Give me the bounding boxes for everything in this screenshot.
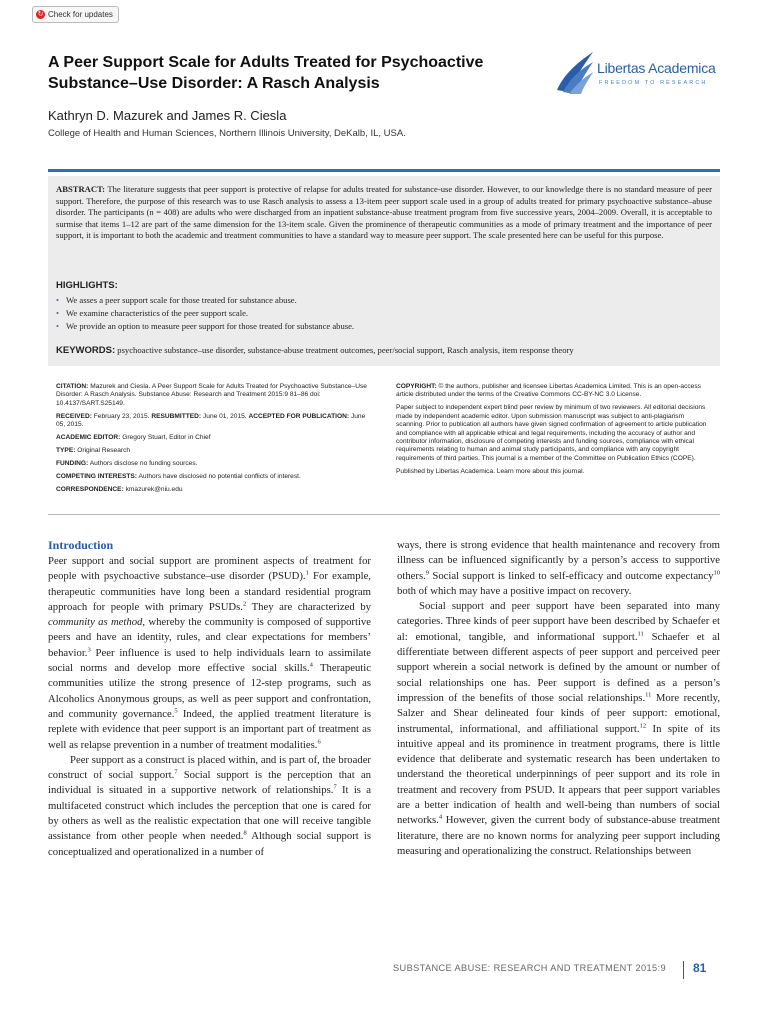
paragraph: Peer support as a construct is placed within, and is part of, the broader construct of social support.$^7$ Social support is the perception that an individual is situated in a supportive network of relationships.$^7$ It is a multifaceted construct which includes the perception that one is cared for by others as well as the realistic expectation that one will receive tangible assistance from other people when needed.$^8$ Although social support is conceptualized and operationalized in a number of xyxy=(48,753,371,858)
resubmitted-date: June 01, 2015. xyxy=(202,412,247,420)
highlights-list xyxy=(56,294,712,332)
paragraph: Peer support and social support are prominent aspects of treatment for people with psychoactive substance–use disorder (PSUD).$^1$ For example, therapeutic communities have long been a standard residential program approach for people with primary PSUDs.$^2$ They are characterized by community as method, whereby the community is composed of supportive peers and have an identity, rules, and clear expectations for members’ behavior.$^3$ Peer influence is used to help individuals learn to assimilate social norms and develop more effective social skills.$^4$ Therapeutic communities utilize the strong presence of 12-step programs, such as Alcoholics Anonymous groups, as well as peer support and confrontation, and community governance.$^5$ Indeed, the applied treatment literature is replete with evidence that peer support is an important part of treatment as well as relapse prevention in a number of treatment modalities.$^6$ xyxy=(48,555,371,751)
citation-ref[interactable]: 4 xyxy=(309,661,313,669)
publisher-tagline: FREEDOM TO RESEARCH xyxy=(599,80,708,86)
highlight-item: • We asses a peer support scale for those treated for substance abuse. xyxy=(56,294,712,307)
section-heading: Introduction xyxy=(48,538,114,552)
published-by-link[interactable]: Published by Libertas Academica. Learn more about this journal. xyxy=(396,467,585,475)
copyright-info xyxy=(396,383,714,481)
citation-ref[interactable]: 4 xyxy=(438,813,443,821)
citation-ref[interactable]: 3 xyxy=(87,646,91,654)
header-rule xyxy=(48,169,720,172)
citation-ref[interactable]: 2 xyxy=(242,600,247,608)
accepted-date: June 05, 2015. xyxy=(56,412,366,429)
keywords xyxy=(56,345,712,356)
abstract-text: The literature suggests that peer support is protective of relapse for adults treated for substance-use disorder. However, to our knowledge there is no standard measure of peer support. Therefore, the purpose of this research was to use Rasch analysis to assess a 13-item peer support scale used in a group of adults treated for primary psychoactive substance–abuse disorder. The participants (n = 408) are adults who were discharged from an inpatient substance-abuse treatment program from five successive years, 2004–2009. Overall, it is acceptable to surmise that items 1–12 are part of the same dimension for the 13-item scale. Given the prominence of therapeutic communities as a mode of primary treatment and the importance of peer support, it is important to both the academic and treatment communities to have a standard way to measure peer support. The scale presented here can be useful for this purpose. xyxy=(56,184,712,241)
citation-ref[interactable]: 10 xyxy=(713,569,720,577)
received-date: February 23, 2015. xyxy=(93,412,150,420)
copyright-text: © the authors, publisher and licensee Libertas Academica Limited. This is an open-access article distributed under the terms of the Creative Commons CC-BY-NC 3.0 License. xyxy=(396,383,701,399)
citation-ref[interactable]: 8 xyxy=(243,829,247,837)
citation: Mazurek and Ciesla. A Peer Support Scale for Adults Treated for Psychoactive Substance–Use Disorder: A Rasch Analysis. Substance Abuse: Research and Treatment 2015:9 81–86 doi: 10.4137/SART.S25149. xyxy=(56,383,367,407)
keywords-text: psychoactive substance–use disorder, substance-abuse treatment outcomes, peer/social support, Rasch analysis, item response theory xyxy=(117,345,574,355)
correspondence-label: CORRESPONDENCE: xyxy=(56,485,124,493)
highlight-item: • We examine characteristics of the peer support scale. xyxy=(56,307,712,320)
citation-label: CITATION: xyxy=(56,383,89,390)
citation-ref[interactable]: 1 xyxy=(305,569,309,577)
paragraph: ways, there is strong evidence that health maintenance and recovery from illness can be influenced significantly by a person’s access to supportive others.$^9$ Social support is linked to self-efficacy and outcome expectancy$^{10}$ both of which may have a positive impact on recovery. xyxy=(397,539,720,597)
accepted-label: ACCEPTED FOR PUBLICATION: xyxy=(248,412,350,420)
publisher-name: Libertas Academica xyxy=(597,60,716,76)
abstract-label: ABSTRACT: xyxy=(56,184,106,194)
type-label: TYPE: xyxy=(56,446,76,454)
citation-ref[interactable]: 7 xyxy=(174,768,178,776)
resubmitted-label: RESUBMITTED: xyxy=(151,412,202,420)
funding-label: FUNDING: xyxy=(56,459,89,467)
authors: Kathryn D. Mazurek and James R. Ciesla xyxy=(48,108,287,123)
peer-review-statement: Paper subject to independent expert blind peer review by minimum of two reviewers. All editorial decisions made by independent academic editor. Upon submission manuscript was subject to anti-plagiarism scanning. Prior to publication all authors have given signed confirmation of agreement to article publication and compliance with all applicable ethical and legal requirements, including the accuracy of author and contributor information, disclosure of competing interests and funding sources, compliance with ethical requirements relating to human and animal study participants, and compliance with any copyright requirements of third parties. This journal is a member of the Committee on Publication Ethics (COPE). xyxy=(396,404,707,462)
received-label: RECEIVED: xyxy=(56,412,92,420)
citation-ref[interactable]: 11 xyxy=(645,691,652,699)
check-for-updates-badge[interactable] xyxy=(32,6,119,23)
update-icon: ↻ xyxy=(37,11,44,18)
highlight-item: • We provide an option to measure peer support for those treated for substance abuse. xyxy=(56,320,712,333)
check-for-updates-label: Check for updates xyxy=(48,10,113,19)
footer-divider xyxy=(683,961,684,979)
correspondence-email[interactable]: kmazurek@niu.edu xyxy=(125,485,183,493)
citation-ref[interactable]: 11 xyxy=(637,630,644,638)
metadata-divider xyxy=(48,514,720,515)
body-column-left xyxy=(48,538,371,860)
article-metadata xyxy=(56,383,368,499)
article-type: Original Research xyxy=(77,446,131,454)
editor: Gregory Stuart, Editor in Chief xyxy=(122,434,211,442)
highlights-heading: HIGHLIGHTS: xyxy=(56,280,118,291)
interests-label: COMPETING INTERESTS: xyxy=(56,472,137,480)
paragraph: Social support and peer support have been separated into many categories. Three kinds of peer support have been described by Schaefer et al: emotional, tangible, and informational support.$^{11}$ Schaefer et al differentiate between different aspects of peer support and perceived peer support wherein a social network is defined by the amount or number of social relationships one has. Peer support is defined as a person’s impression of the benefits of those social relationships.$^{11}$ More recently, Salzer and Shear delineated four kinds of peer support: emotional, instrumental, informational, and affiliational support.$^{12}$ In spite of its intuitive appeal and its prominence in treatment programs, there is little evidence that deliberate and systematic research has been undertaken to understand the theoretical underpinnings of peer support and its role in treatment and recovery from PSUD. It appears that peer support variables are a better indication of health and well-being than numbers of social networks.$^4$ However, given the current body of substance-abuse treatment literature, there are no known norms for analyzing peer support including measuring and operationalizing the construct. Relationships between xyxy=(397,600,721,857)
editor-label: ACADEMIC EDITOR: xyxy=(56,434,121,442)
body-column-right xyxy=(397,538,720,859)
page-number: 81 xyxy=(693,961,707,975)
citation-ref[interactable]: 6 xyxy=(317,738,321,745)
affiliation: College of Health and Human Sciences, Northern Illinois University, DeKalb, IL, USA. xyxy=(48,128,406,139)
citation-ref[interactable]: 9 xyxy=(425,569,430,577)
copyright-label: COPYRIGHT: xyxy=(396,383,437,390)
citation-ref[interactable]: 7 xyxy=(333,783,337,791)
funding: Authors disclose no funding sources. xyxy=(89,459,198,467)
competing-interests: Authors have disclosed no potential conflicts of interest. xyxy=(138,472,301,480)
citation-ref[interactable]: 5 xyxy=(174,707,178,715)
journal-footer: SUBSTANCE ABUSE: RESEARCH AND TREATMENT 2015:9 xyxy=(393,963,666,973)
keywords-label: KEYWORDS: xyxy=(56,345,116,356)
abstract xyxy=(56,184,712,242)
article-title: A Peer Support Scale for Adults Treated for Psychoactive Substance–Use Disorder: A Rasch Analysis xyxy=(48,54,484,92)
citation-ref[interactable]: 12 xyxy=(639,722,647,729)
